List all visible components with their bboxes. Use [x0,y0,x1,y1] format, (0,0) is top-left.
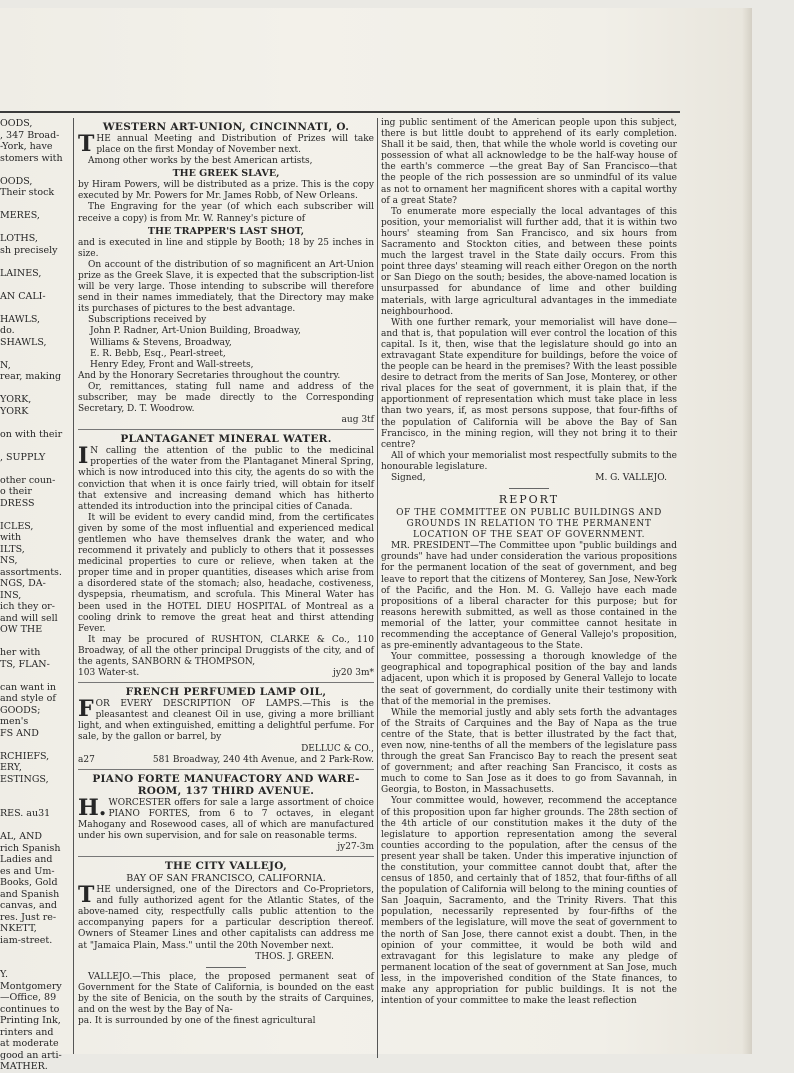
cut-column-line: INS, [0,589,22,601]
cut-column-line: ICLES, [0,520,34,532]
cut-column-line: ILTS, [0,543,25,555]
ad-title: WESTERN ART-UNION, CINCINNATI, O. [102,121,350,133]
paper-edge [742,8,752,1054]
newspaper-page [0,8,752,1072]
cut-column-line [0,256,70,268]
city-vallejo-ad: THE CITY VALLEJO, BAY OF SAN FRANCISCO, CALIFORNIA. THE undersigned, one of the Directors and Co-Proprietors, and fully authorized agent for the Atlantic States, of the above-named city, respectfully calls public attention to the accompanying papers for a particular description thereof. Owners of Steamer Lines and other capitalists can address me at "Jamaica Plain, Mass." until the 20th November next. THOS. J. GREEN. VALLEJO.—This place, the proposed permanent seat of Government for the State of California, is bounded on the east by the site of Benicia, on the south by the straits of Carquines, and on the west by the Bay of Na- pa. It is surrounded by one of the finest agricultural [78,860,374,1027]
cut-column-line: rich Spanish [0,842,61,854]
drop-cap: T [78,131,95,157]
cut-column-line: iam-street. [0,934,53,946]
left-cut-column [0,118,70,1072]
cut-column-line: continues to [0,1003,60,1015]
cut-column-line: Their stock [0,187,55,198]
cut-column-line: RCHIEFS, [0,750,50,762]
lamp-oil-ad: FRENCH PERFUMED LAMP OIL, FOR EVERY DESCRIPTION OF LAMPS.—This is the pleasantest and cleanest Oil in use, giving a more brilliant light, and when extinguished, emitting a delightful perfume. For sale, by the gallon or barrel, by DELLUC & CO., a27 581 Broadway, 240 4th Avenue, and 2 Park-Row. [78,686,374,765]
separator [509,488,549,489]
cut-column-line [0,820,70,832]
cut-column-line [0,302,70,314]
cut-column-line: rinters and [0,1026,54,1038]
cut-column-line: good an arti- [0,1049,62,1061]
cut-column-line: her with [0,647,41,658]
cut-column-line: LOTHS, [0,233,38,244]
report-heading: REPORT [498,493,560,506]
cut-column-line: Books, Gold [0,877,58,888]
ad-subtitle: THE TRAPPER'S LAST SHOT, [147,225,305,237]
cut-column-line: and will sell [0,612,58,624]
ad-title: PLANTAGANET MINERAL WATER. [120,433,332,446]
cut-column-line [0,463,70,475]
cut-column-line [0,509,70,521]
cut-column-line: ESTINGS, [0,773,49,785]
cut-column-line: es and Um- [0,865,55,877]
column-rule [73,118,74,1054]
ad-title: THE CITY VALLEJO, [164,860,288,873]
cut-column-line: MATHER. [0,1061,48,1072]
top-rule [0,111,680,113]
cut-column-line: DRESS [0,497,35,509]
ad-subtitle: BAY OF SAN FRANCISCO, CALIFORNIA. [126,873,326,885]
cut-column-line: sh precisely [0,244,58,256]
cut-column-line: other coun- [0,474,56,486]
right-column: ing public sentiment of the American people upon this subject, there is but little doubt to apprehend of its early completion. Shall it be said, then, that while the whole world is coveting our possession of what all acknowledge to be the half-way house of the earth's commerce —the great Bay of San Francisco—that the people of the rich possession are so unmindful of its value as not to ornament her magnificent shores with a capital worthy of a great State? To enumerate more especially the local advantages of this position, your memorialist will further add, that it is within two hours' steaming from San Francisco, and six hours from Sacramento and Stockton cities, and between these points much the largest travel in the State daily occurs. From this point three days' steaming will reach either Oregon on the north or San Diego on the south; besides, the above-named location is unsurpassed for abundance of lime and other building materials, with large agricultural advantages in the immediate neighbourhood. With one further remark, your memorialist will have done—and that is, that population will ever control the location of this capital. Is it, then, wise that the legislature should go into an extravagant State expenditure for buildings, before the voice of the people can be heard in the premises? With the least possible desire to detract from the merits of San Jose, Monterey, or other rival places for the seat of government, it is plain that, if the apportionment of representation which must take place in less than two years, if, as most persons suppose, that four-fifths of the population of California will be above the Bay of San Francisco, in the mining region, will they not bring it to their centre? All of which your memorialist most respectfully submits to the honourable legislature. Signed, M. G. VALLEJO. REPORT OF THE COMMITTEE ON PUBLIC BUILDINGS AND GROUNDS IN RELATION TO THE PERMANENT LOCATION OF THE SEAT OF GOVERNMENT. MR. PRESIDENT—The Committee upon "public buildings and grounds" have had under consideration the various propositions for the permanent location of the seat of government, and beg leave to report that the citizens of Monterey, San Jose, New-York of the Pacific, and the Hon. M. G. Vallejo have each made propositions of a liberal character for this purpose; but for reasons herewith submitted, as well as those contained in the memorial of the latter, your committee cannot hesitate in recommending the acceptance of General Vallejo's proposition, as pre-eminently advantageous to the State. Your committee, possessing a thorough knowledge of the geographical and topographical position of the bay and lands adjacent, upon which it is proposed by General Vallejo to locate the seat of government, do cordially unite their testimony with that of the memorial in the premises. While the memorial justly and ably sets forth the advantages of the Straits of Carquines and the Bay of Napa as the true centre of the State, that is better illustrated by the fact that, even now, nine-tenths of all the members of the legislature pass through the great San Francisco Bay to reach the present seat of government; and after reaching San Francisco, it costs as much to come to San Jose as it does to go from Savannah, in Georgia, to Boston, in Massachusetts. Your committee would, however, recommend the acceptance of this proposition upon far higher grounds. The 28th section of the 4th article of our constitution makes it the duty of the legislature to apportion representation among the several counties according to the population, after the census of the present year shall be taken. Under this imperative injunction of the constitution, your committee cannot doubt that, after the census of 1850, and certainly that of 1852, that four-fifths of all the population of California will belong to the mining counties of San Joaquin, Sacramento, and the Trinity Rivers. That this population, necessarily represented by four-fifths of the members of the legislature, will move the seat of government to the north of San Jose, there cannot exist a doubt. Then, in the opinion of your committee, it would be both wild and extravagant for this legislature to make any pledge of permanent location of the seat of government at San Jose, much less, in the impoverished condition of the State finances, to make any appropriation for public buildings. It is not the intention of your committee to make the least reflection [381,118,677,1007]
cut-column-line [0,739,70,751]
cut-column-line: and style of [0,693,56,704]
cut-column-line: YORK, [0,394,32,405]
cut-column-line: AN CALI- [0,290,46,302]
cut-column-line: OODS, [0,118,33,129]
drop-cap: F [78,696,94,723]
cut-column-line: —Office, 89 [0,992,57,1003]
ad-subtitle: THE GREEK SLAVE, [172,168,280,180]
cut-column-line: YORK [0,405,29,417]
cut-column-line [0,785,70,797]
cut-column-line: MERES, [0,210,40,221]
cut-column-line: stomers with [0,152,63,164]
cut-column-line [0,946,70,958]
cut-column-line: canvas, and [0,900,57,911]
cut-column-line: , SUPPLY [0,451,46,463]
cut-column-line: Ladies and [0,854,53,865]
separator [206,967,246,968]
ad-title: PIANO FORTE MANUFACTORY AND WARE- [92,772,360,785]
cut-column-line: -York, have [0,141,53,152]
mineral-water-ad: PLANTAGANET MINERAL WATER. I N calling the attention of the public to the medicinal properties of the water from the Plantaganet Mineral Spring, which is now introduced into this city, the agents do so with the conviction that when it is once fairly tried, will obtain for itself that extensive and increasing demand which has hitherto attended its introduction into the principal cities of Canada. It will be evident to every candid mind, from the certificates given by some of the most influential and experienced medical gentlemen who have themselves drank the water, and who recommend it privately and publicly to others that it possesses medicinal properties to cure or relieve, when taken at the proper time and in proper quantities, diseases which arise from a disordered state of the stomach; also, headache, costiveness, dyspepsia, rheumatism, and scrofula. This Mineral Water has been used in the HOTEL DIEU HOSPITAL of Montreal as a cooling drink to remove the great heat and thirst attending Fever. It may be procured of RUSHTON, CLARKE & Co., 110 Broadway, of all the other principal Druggists of the city, and of the agents, SANBORN & THOMPSON, 103 Water-st. jy20 3m* [78,433,374,679]
cut-column-line: Printing Ink, [0,1015,61,1026]
cut-column-line: N, [0,359,11,371]
cut-column-line: AL, AND [0,831,42,842]
separator [78,769,374,770]
cut-column-line: ich they or- [0,601,55,612]
cut-column-line [0,222,70,234]
drop-cap: I [78,443,89,470]
cut-column-line: and Spanish [0,888,60,900]
cut-column-line [0,636,70,648]
drop-cap: H. [78,794,107,821]
cut-column-line: GOODS; [0,704,41,716]
cut-column-line: rear, making [0,371,62,382]
cut-column-line: NS, [0,555,18,566]
cut-column-line: , 347 Broad- [0,129,60,141]
separator [78,429,374,430]
cut-column-line: assortments. [0,566,62,578]
cut-column-line [0,440,70,452]
cut-column-line [0,383,70,395]
piano-ad: PIANO FORTE MANUFACTORY AND WARE- ROOM, 137 THIRD AVENUE. H. WORCESTER offers for sale a large assortment of choice PIANO FORTES, from 6 to 7 octaves, in elegant Mahogany and Rosewood cases, all of which are manufactured under his own supervision, and for sale on reasonable terms. jy27-3m [78,772,374,852]
cut-column-line: men's [0,716,29,727]
column-rule [377,118,378,1058]
ad-title: FRENCH PERFUMED LAMP OIL, [125,686,327,699]
middle-column [78,118,374,1058]
cut-column-line: RES. au31 [0,808,51,819]
cut-column-line: OODS, [0,175,33,187]
cut-column-line [0,279,70,291]
cut-column-line: Montgomery [0,980,62,992]
cut-column-line [0,417,70,429]
cut-column-line: do. [0,325,15,336]
cut-column-line [0,958,70,970]
cut-column-line: OW THE [0,624,43,635]
cut-column-line: LAINES, [0,267,42,279]
cut-column-line: NGS, DA- [0,578,46,589]
cut-column-line: ERY, [0,762,22,773]
ad-title-line2: ROOM, 137 THIRD AVENUE. [137,784,315,797]
cut-column-line: Y. [0,969,9,980]
cut-column-line [0,670,70,682]
separator [78,856,374,857]
cut-column-line: can want in [0,681,57,693]
cut-column-line [0,348,70,360]
cut-column-line: res. Just re- [0,911,57,923]
signature-line: Signed, M. G. VALLEJO. [391,473,667,483]
cut-column-line: with [0,532,22,543]
cut-column-line: at moderate [0,1038,59,1049]
cut-column-line [0,199,70,211]
cut-column-line: TS, FLAN- [0,658,50,670]
drop-cap: T [78,882,95,909]
report-subheading: OF THE COMMITTEE ON PUBLIC BUILDINGS AND GROUNDS IN RELATION TO THE PERMANENT LOCATION OF THE SEAT OF GOVERNMENT. [396,508,662,541]
cut-column-line: HAWLS, [0,313,41,325]
separator [78,682,374,683]
cut-column-line [0,164,70,176]
cut-column-line [0,797,70,809]
cut-column-line: on with their [0,428,63,440]
cut-column-line: NKETT, [0,923,37,934]
art-union-ad: WESTERN ART-UNION, CINCINNATI, O. THE annual Meeting and Distribution of Prizes will take place on the first Monday of November next. Among other works by the best American artists, THE GREEK SLAVE, by Hiram Powers, will be distributed as a prize. This is the copy executed by Mr. Powers for Mr. James Robb, of New Orleans. The Engraving for the year (of which each subscriber will receive a copy) is from Mr. W. Ranney's picture of THE TRAPPER'S LAST SHOT, and is executed in line and stipple by Booth; 18 by 25 inches in size. On account of the distribution of so magnificent an Art-Union prize as the Greek Slave, it is expected that the subscription-list will be very large. Those intending to subscribe will therefore send in their names immediately, that the Directory may make its purchases of pictures to the best advantage. Subscriptions received by John P. Radner, Art-Union Building, Broadway, Williams & Stevens, Broadway, E. R. Bebb, Esq., Pearl-street, Henry Edey, Front and Wall-streets, And by the Honorary Secretaries throughout the country. Or, remittances, stating full name and address of the subscriber, may be made directly to the Corresponding Secretary, D. T. Woodrow. aug 3tf [78,121,374,426]
cut-column-line: SHAWLS, [0,336,47,348]
cut-column-line: o their [0,486,32,497]
cut-column-line: FS AND [0,727,39,739]
